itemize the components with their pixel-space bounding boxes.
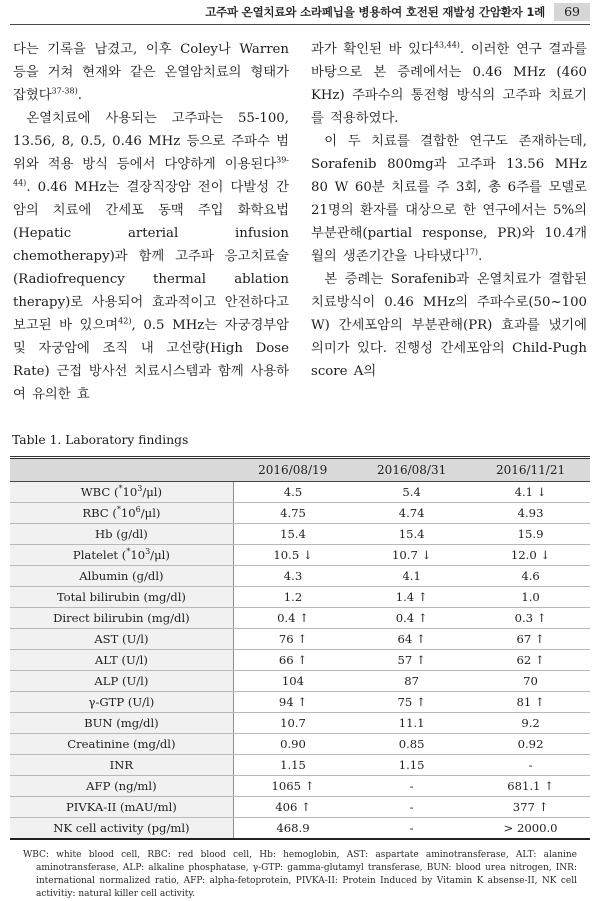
value-cell: 76 ↑ [233,629,352,650]
value-cell: 0.85 [352,734,471,755]
table-row [10,629,590,650]
superscript: 17) [464,247,479,257]
paragraph: 본 증례는 Sorafenib과 온열치료가 결합된 치료방식이 0.46 MHz의 주파수로(50~100 W) 간세포암의 부분관해(PR) 효과를 냈기에 의미가 있다. 진행성 간세포암의 Child-Pugh score A의 [311,272,587,379]
superscript: * [126,547,131,557]
column-header-date: 2016/08/31 [352,458,471,482]
table-row [10,797,590,818]
value-cell: 10.7 [233,713,352,734]
superscript: 3 [137,484,143,494]
left-column [13,38,289,406]
row-label: BUN (mg/dl) [10,713,233,734]
row-label: Hb (g/dl) [10,524,233,545]
value-cell: 406 ↑ [233,797,352,818]
value-cell: 1.15 [352,755,471,776]
superscript: 3 [145,547,151,557]
value-cell: 11.1 [352,713,471,734]
value-cell: - [352,797,471,818]
value-cell: 1.2 [233,587,352,608]
value-cell: 12.0 ↓ [471,545,590,566]
table-row [10,482,590,503]
paragraph: 온열치료에 사용되는 고주파는 55-100, 13.56, 8, 0.5, 0.46 MHz 등으로 주파수 범위와 적용 방식 등에서 다양하게 이용된다$^{39-44)}$. 0.46 MHz는 결장직장암 전이 다발성 간암의 치료에 간세포 동맥 주입 화학요법(Hepatic arterial infusion chemotherapy)과 함께 고주파 응고치료술(Radiofrequency thermal ablation therapy)로 사용되어 효과적이고 안전하다고 보고된 바 있으며$^{42)}$, 0.5 MHz는 자궁경부암 및 자궁암에 조직 내 고선량(High Dose Rate) 근접 방사선 치료시스템과 함께 사용하여 유의한 효 [13,111,289,402]
table-row [10,734,590,755]
value-cell: 15.4 [352,524,471,545]
running-head-title: 고주파 온열치료와 소라페닙을 병용하여 호전된 재발성 간암환자 1례 [205,5,546,19]
superscript: * [116,505,121,515]
page-number-badge: 69 [554,3,590,21]
article-body [0,38,600,406]
row-label: AFP (ng/ml) [10,776,233,797]
row-label: Direct bilirubin (mg/dl) [10,608,233,629]
value-cell: 9.2 [471,713,590,734]
row-label: γ-GTP (U/l) [10,692,233,713]
table-row [10,566,590,587]
paragraph: 다는 기록을 남겼고, 이후 Coley나 Warren 등을 거쳐 현재와 같은 온열암치료의 형태가 잡혔다$^{37-38)}$. [13,42,289,103]
table-row [10,818,590,839]
value-cell: 0.3 ↑ [471,608,590,629]
table-header-row [10,458,590,482]
row-label: NK cell activity (pg/ml) [10,818,233,839]
value-cell: 15.9 [471,524,590,545]
value-cell: 5.4 [352,482,471,503]
value-cell: 0.92 [471,734,590,755]
value-cell: 57 ↑ [352,650,471,671]
superscript: 42) [118,316,132,326]
row-label: Platelet $(^*10^3/\mu l)$ [10,545,233,566]
superscript: * [118,484,123,494]
value-cell: - [409,820,414,835]
row-label: WBC $(^*10^3/\mu l)$ [10,482,233,503]
value-cell: 377 ↑ [471,797,590,818]
row-label: Albumin (g/dl) [10,566,233,587]
value-cell: 67 ↑ [471,629,590,650]
value-cell: 94 ↑ [233,692,352,713]
value-cell: 4.1 [352,566,471,587]
laboratory-findings-table [10,456,590,840]
column-header-date: 2016/08/19 [233,458,352,482]
table-footnote: WBC: white blood cell, RBC: red blood cell, Hb: hemoglobin, AST: aspartate aminotransferase, ALT: alanine aminotransferase, ALP: alkaline phosphatase, γ-GTP: gamma-glutamyl transferase, BUN: blood urea nitrogen, INR: international normalized ratio, AFP: alpha-fetoprotein, PIVKA-II: Protein Induced by Vitamin K absense-II, NK cell activitiy: natural killer cell activity. [23,849,577,899]
value-cell: 4.6 [471,566,590,587]
value-cell: 66 ↑ [233,650,352,671]
value-cell: 0.90 [233,734,352,755]
value-cell: - [352,776,471,797]
value-cell: 81 ↑ [471,692,590,713]
table-section [0,433,600,901]
table-row [10,503,590,524]
column-header-date: 2016/11/21 [471,458,590,482]
right-column [311,38,587,406]
running-head [0,0,600,21]
value-cell: 10.7 ↓ [352,545,471,566]
row-label: INR [10,755,233,776]
value-cell: 1.15 [233,755,352,776]
value-cell: - [471,755,590,776]
table-row [10,545,590,566]
value-cell: 64 ↑ [352,629,471,650]
superscript: 43,44) [433,40,460,50]
table-row [10,755,590,776]
table-row [10,587,590,608]
header-rule [10,24,590,25]
value-cell: 62 ↑ [471,650,590,671]
value-cell: 4.1 ↓ [471,482,590,503]
value-cell: 10.5 ↓ [233,545,352,566]
table-row [10,608,590,629]
value-cell: 681.1 ↑ [471,776,590,797]
value-cell: 1065 ↑ [233,776,352,797]
value-cell: 0.4 ↑ [352,608,471,629]
value-cell: 1.4 ↑ [352,587,471,608]
row-label: Total bilirubin (mg/dl) [10,587,233,608]
table-row [10,692,590,713]
table-row [10,650,590,671]
value-cell: 4.74 [352,503,471,524]
row-label: RBC $(^*10^6/\mu l)$ [10,503,233,524]
row-label: PIVKA-II (mAU/ml) [10,797,233,818]
table-row [10,776,590,797]
value-cell: 4.3 [233,566,352,587]
row-label: Creatinine (mg/dl) [10,734,233,755]
value-cell: > 2000.0 [503,820,558,835]
value-cell: 4.75 [233,503,352,524]
row-label: ALT (U/l) [10,650,233,671]
paragraph: 과가 확인된 바 있다$^{43,44)}$. 이러한 연구 결과를 바탕으로 본 증례에서는 0.46 MHz (460 KHz) 주파수의 통전형 방식의 고주파 치료기를 적용하였다. [311,40,587,126]
table-row [10,671,590,692]
value-cell: 4.5 [233,482,352,503]
corner-header-cell [10,458,233,482]
value-cell: 104 [233,671,352,692]
value-cell: 87 [352,671,471,692]
row-label: ALP (U/l) [10,671,233,692]
value-cell: 70 [471,671,590,692]
value-cell: 15.4 [233,524,352,545]
value-cell: 468.9 [276,820,310,835]
value-cell: 0.4 ↑ [233,608,352,629]
row-label: AST (U/l) [10,629,233,650]
value-cell: 4.93 [471,503,590,524]
value-cell: 75 ↑ [352,692,471,713]
table-row [10,713,590,734]
superscript: 6 [135,505,141,515]
table-row [10,524,590,545]
superscript: 37-38) [51,86,78,96]
paragraph: 이 두 치료를 결합한 연구도 존재하는데, Sorafenib 800mg과 고주파 13.56 MHz 80 W 60분 치료를 주 3회, 총 6주를 모델로 21명의 환자를 대상으로 한 연구에서는 5%의 부분관해(partial response, PR)와 10.4개월의 생존기간을 나타냈다$^{17)}$. [311,134,587,264]
value-cell: 1.0 [471,587,590,608]
superscript: 39-44) [13,155,289,188]
table-caption: Table 1. Laboratory findings [12,433,189,447]
